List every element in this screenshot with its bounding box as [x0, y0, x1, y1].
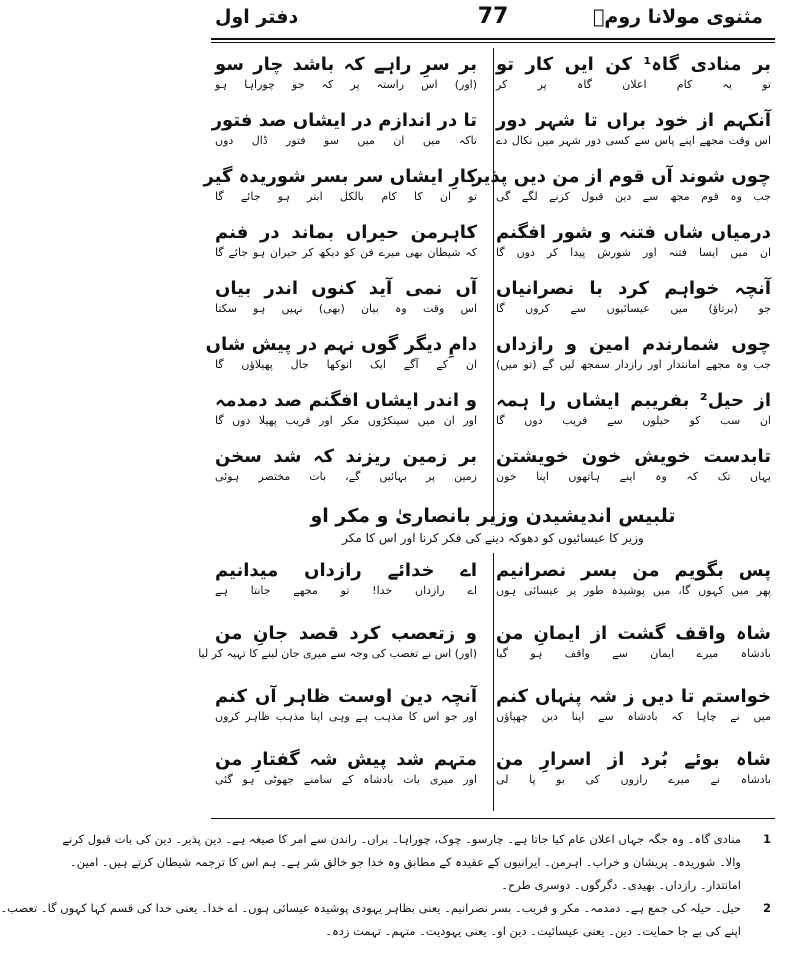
verse-line: بر منادی گاہ¹ کن ایں کار تو [496, 54, 771, 75]
column-divider-bottom [493, 553, 494, 811]
translation-line: کہ شیطان بھی میرے فن کو دیکھ کر حیران ہو جائے گا [215, 246, 477, 259]
translation-line: تاکہ میں ان میں سو فتور ڈال دوں [215, 134, 477, 147]
translation-line: جو (برتاؤ) میں عیسائیوں سے کروں گا [496, 302, 771, 315]
footnote-line: والا۔ شوریدہ۔ پریشان و خراب۔ اہرمن۔ ایرانیوں کے عقیدہ کے مطابق وہ خدا جو خالق شر ہے۔ ہم اس کا ترجمہ شیطان کرتے ہیں۔ امین۔ [69, 855, 741, 869]
verse-line: پس بگویم من بسر نصرانیم [496, 560, 771, 581]
verse-line: تابدست خویش خون خویشتن [496, 446, 771, 467]
header-rule [211, 38, 775, 40]
translation-line: تو ان کا کام بالکل ابتر ہو جائے گا [215, 190, 477, 203]
verse-line: شاہ بوئے بُرد از اسرارِ من [496, 749, 771, 770]
verse-line: متہم شد پیش شہ گفتارِ من [215, 749, 477, 770]
book-title: مثنوی مولانا رومؒ [593, 6, 763, 28]
verse-line: آں نمی آید کنوں اندر بیاں [215, 278, 477, 299]
verse-line: و زتعصب کرد قصد جانِ من [215, 623, 477, 644]
translation-line: ان سب کو حیلوں سے فریب دوں گا [496, 414, 771, 427]
translation-line: (اور) اس نے تعصب کی وجہ سے میری جان لینے کا تہیہ کر لیا [198, 647, 477, 660]
verse-line: آنچہ دین اوست ظاہر آں کنم [215, 686, 477, 707]
footnote-line: حیل۔ حیلہ کی جمع ہے۔ دمدمہ۔ مکر و فریب۔ بسر نصرانیم۔ یعنی بظاہر یہودی پوشیدہ عیسائی ہوں۔ اے خدا۔ یعنی خدا کی قسم کہا کہوں گا۔ تعصب۔ [0, 901, 741, 915]
right-column-bottom [496, 558, 771, 810]
translation-line: (اور) اس راستہ پر کہ جو چوراہا ہو [215, 78, 477, 91]
footnote-rule [211, 818, 775, 819]
section-title: دفتر اول [215, 6, 299, 28]
verse-line: آنچہ خواہم کرد با نصرانیاں [496, 278, 771, 299]
verse-line: درمیاں شاں فتنہ و شور افگنم [496, 222, 771, 243]
footnote [0, 897, 771, 943]
column-divider-top [493, 48, 494, 522]
translation-line: میں نے چاہا کہ بادشاہ سے اپنا دین چھپاؤں [496, 710, 771, 723]
verse-line: چوں شوند آں قوم از من دیں پذیر [472, 166, 771, 187]
footnotes [0, 828, 771, 943]
left-column-top [203, 52, 477, 500]
heading-subtitle: وزیر کا عیسائیوں کو دھوکہ دینے کی فکر کرنا اور اس کا مکر [342, 531, 644, 545]
translation-line: اے رازداں خدا! تو مجھے جانتا ہے [215, 584, 477, 597]
translation-line: ان میں ایسا فتنہ اور شورش پیدا کر دوں گا [496, 246, 771, 259]
translation-line: تو یہ کام اعلان گاہ پر کر [496, 78, 771, 91]
translation-line: اس وقت وہ بیان (بھی) نہیں ہو سکتا [215, 302, 477, 315]
footnote-line: منادی گاہ۔ وہ جگہ جہاں اعلان عام کیا جاتا ہے۔ چارسو۔ چوک، چوراہا۔ براں۔ راندن سے امر کا صیغہ ہے۔ دین پذیر۔ دین کی بات قبول کرنے [62, 832, 741, 846]
verse-line: چوں شمارندم امین و رازداں [496, 334, 771, 355]
translation-line: زمین پر بہائیں گے، بات مختصر ہوئی [215, 470, 477, 483]
footnote-line: امانتدار۔ رازداں۔ بھیدی۔ دگرگوں۔ دوسری طرح۔ [501, 878, 741, 892]
translation-line: اس وقت مجھے اپنے پاس سے کسی دور شہر میں نکال دے [496, 134, 771, 147]
verse-line: بر سرِ راہے کہ باشد چار سو [215, 54, 477, 75]
right-column-top [472, 52, 772, 500]
footnote-number: 2 [762, 901, 771, 915]
translation-line: یہاں تک کہ وہ اپنے ہاتھوں اپنا خون [496, 470, 771, 483]
verse-line: خواستم تا دیں ز شہ پنہاں کنم [496, 686, 771, 707]
translation-line: جب وہ قوم مجھ سے دین قبول کرنے لگے گی [496, 190, 771, 203]
verse-line: از حیل² بفریبم ایشاں را ہمہ [496, 390, 772, 411]
verse-line: تا در اندازم در ایشاں صد فتور [211, 110, 477, 131]
heading-title: تلبیس اندیشیدن وزیر بانصاریٰ و مکر او [310, 505, 676, 527]
translation-line: اور میری بات بادشاہ کے سامنے جھوٹی ہو گئی [215, 773, 477, 786]
verse-line: آنکہم از خود براں تا شہر دور [496, 110, 771, 131]
translation-line: پھر میں کہوں گا، میں پوشیدہ طور پر عیسائی ہوں [496, 584, 771, 597]
translation-line: اور جو اس کا مذہب ہے وہی اپنا مذہب ظاہر کروں [215, 710, 477, 723]
translation-line: بادشاہ نے میرے رازوں کی بو پا لی [496, 773, 771, 786]
verse-line: بر زمین ریزند کہ شد سخن [215, 446, 477, 467]
verse-line: و اندر ایشاں افگنم صد دمدمہ [215, 390, 477, 411]
page-number: 77 [477, 4, 509, 29]
verse-line: شاہ واقف گشت از ایمانِ من [496, 623, 771, 644]
translation-line: بادشاہ میرے ایمان سے واقف ہو گیا [496, 647, 771, 660]
verse-line: کارِ ایشاں سر بسر شوریدہ گیر [203, 166, 477, 187]
translation-line: اور ان میں سینکڑوں مکر اور فریب پھیلا دوں گا [215, 414, 477, 427]
footnote-number: 1 [762, 832, 771, 846]
left-column-bottom [198, 558, 477, 810]
verse-line: دامِ دیگر گوں نہم در پیش شاں [205, 334, 477, 355]
translation-line: ان کے آگے ایک انوکھا جال پھیلاؤں گا [215, 358, 477, 371]
verse-line: اے خدائے رازداں میدانیم [215, 560, 477, 581]
page-header [193, 0, 793, 38]
header-rule-thin [211, 42, 775, 43]
footnote [62, 828, 771, 897]
footnote-line: اپنے کی بے جا حمایت۔ دین۔ یعنی عیسائیت۔ دین او۔ یعنی یہودیت۔ متہم۔ تہمت زدہ۔ [325, 924, 741, 938]
verse-line: کاہرمن حیراں بماند در فنم [215, 222, 477, 243]
section-heading [193, 504, 793, 547]
translation-line: جب وہ مجھے امانتدار اور رازدار سمجھ لیں گے (تو میں) [496, 358, 771, 371]
